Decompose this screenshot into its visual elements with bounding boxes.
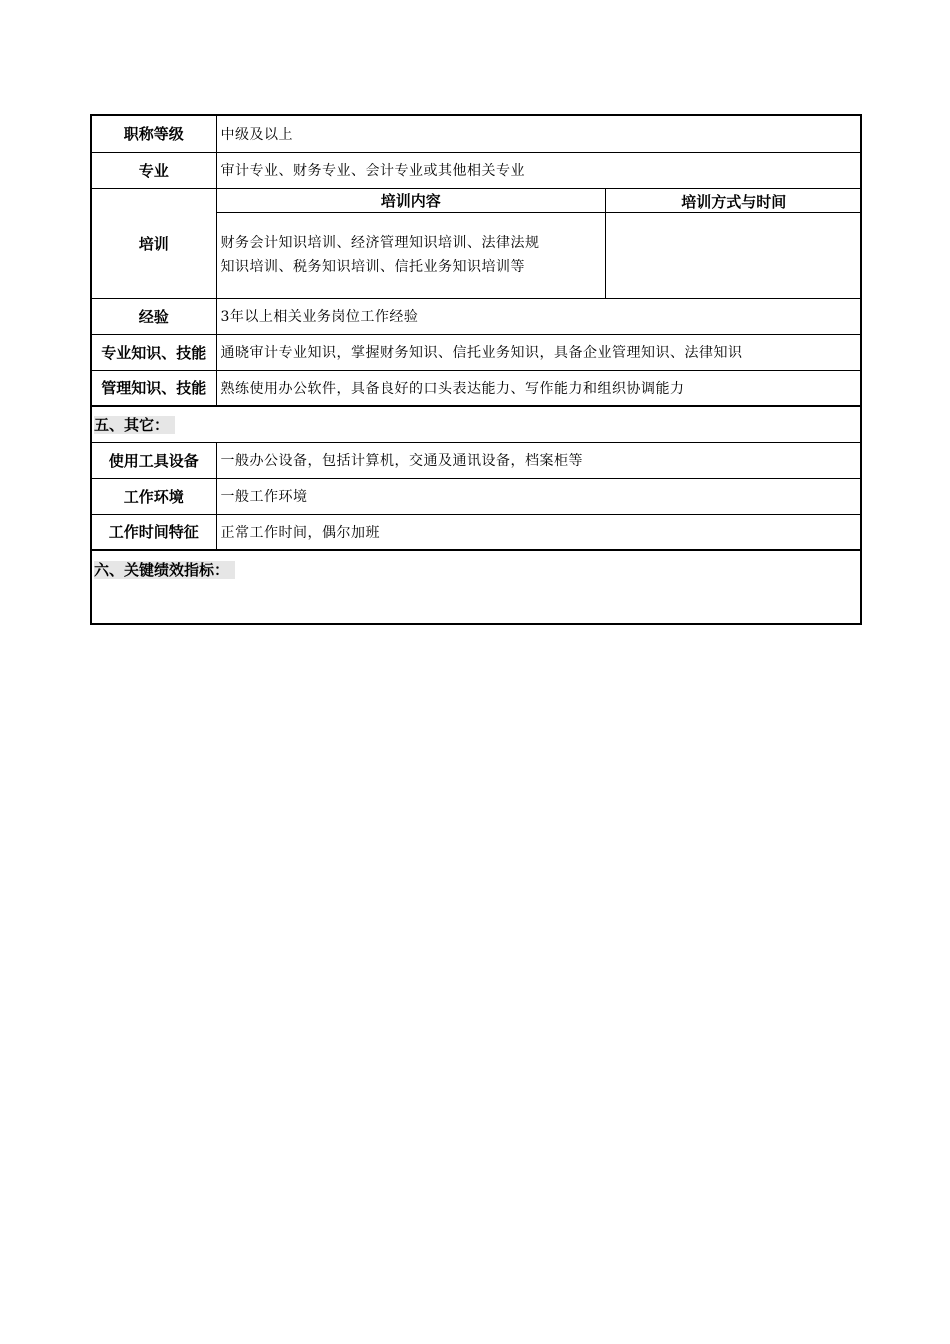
job-requirements-table — [90, 114, 862, 625]
row-work-time — [91, 514, 861, 550]
section5-title-text: 五、其它： — [94, 416, 175, 434]
row-mgmt-skills — [91, 370, 861, 406]
experience-label: 经验 — [91, 298, 216, 334]
row-tools — [91, 442, 861, 478]
training-content-line1: 财务会计知识培训、经济管理知识培训、法律法规 — [220, 235, 540, 252]
environment-label: 工作环境 — [91, 478, 216, 514]
section5-header-row — [91, 406, 861, 442]
row-major — [91, 152, 861, 188]
training-subtable — [217, 189, 862, 298]
major-value: 审计专业、财务专业、会计专业或其他相关专业 — [216, 152, 861, 188]
section6-title-text: 六、关键绩效指标： — [94, 561, 235, 579]
mgmt-skills-label: 管理知识、技能 — [91, 370, 216, 406]
row-experience — [91, 298, 861, 334]
row-training — [91, 188, 861, 298]
experience-value: 3年以上相关业务岗位工作经验 — [216, 298, 861, 334]
mgmt-skills-value: 熟练使用办公软件，具备良好的口头表达能力、写作能力和组织协调能力 — [216, 370, 861, 406]
row-pro-skills — [91, 334, 861, 370]
training-cell — [216, 188, 861, 298]
job-description-sheet — [90, 114, 860, 625]
row-environment — [91, 478, 861, 514]
training-label: 培训 — [91, 188, 216, 298]
major-label: 专业 — [91, 152, 216, 188]
section6-row — [91, 550, 861, 624]
training-method-value — [606, 213, 862, 298]
work-time-value: 正常工作时间，偶尔加班 — [216, 514, 861, 550]
row-title-grade — [91, 115, 861, 152]
title-grade-label: 职称等级 — [91, 115, 216, 152]
pro-skills-value: 通晓审计专业知识，掌握财务知识、信托业务知识，具备企业管理知识、法律知识 — [216, 334, 861, 370]
training-content-value — [217, 213, 606, 298]
section6-title — [91, 550, 861, 624]
work-time-label: 工作时间特征 — [91, 514, 216, 550]
section5-title — [91, 406, 861, 442]
title-grade-value: 中级及以上 — [216, 115, 861, 152]
tools-label: 使用工具设备 — [91, 442, 216, 478]
training-content-header: 培训内容 — [217, 189, 606, 213]
tools-value: 一般办公设备，包括计算机，交通及通讯设备，档案柜等 — [216, 442, 861, 478]
training-method-header: 培训方式与时间 — [606, 189, 862, 213]
training-content-line2: 知识培训、税务知识培训、信托业务知识培训等 — [220, 259, 525, 276]
pro-skills-label: 专业知识、技能 — [91, 334, 216, 370]
environment-value: 一般工作环境 — [216, 478, 861, 514]
